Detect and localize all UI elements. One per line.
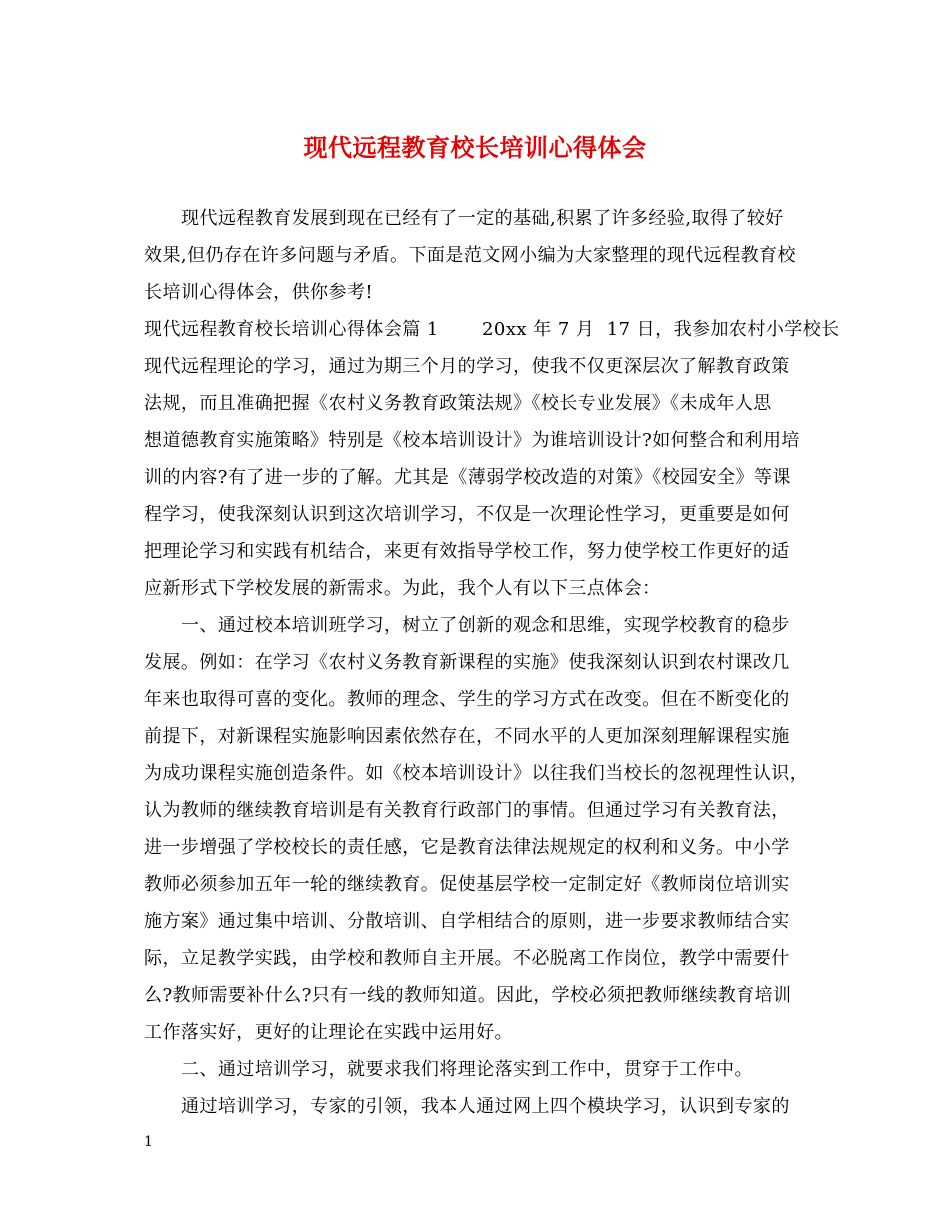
paragraph-line: 现代远程教育校长培训心得体会篇 1 20xx 年 7 月 17 日，我参加农村小学校长 bbox=[144, 319, 840, 340]
paragraph-line: 把理论学习和实践有机结合，来更有效指导学校工作，努力使学校工作更好的适 bbox=[144, 541, 790, 562]
paragraph-line: 认为教师的继续教育培训是有关教育行政部门的事情。但通过学习有关教育法， bbox=[144, 800, 790, 821]
paragraph-line: 现代远程理论的学习，通过为期三个月的学习，使我不仅更深层次了解教育政策 bbox=[144, 356, 790, 377]
paragraph-line: 发展。例如：在学习《农村义务教育新课程的实施》使我深刻认识到农村课改几 bbox=[144, 652, 790, 673]
paragraph-line: 训的内容?有了进一步的了解。尤其是《薄弱学校改造的对策》《校园安全》等课 bbox=[144, 467, 791, 488]
paragraph-line: 应新形式下学校发展的新需求。为此，我个人有以下三点体会： bbox=[144, 578, 661, 599]
paragraph-line: 想道德教育实施策略》特别是《校本培训设计》为谁培训设计?如何整合和利用培 bbox=[144, 430, 800, 451]
paragraph-line: 为成功课程实施创造条件。如《校本培训设计》以往我们当校长的忽视理性认识， bbox=[144, 763, 809, 784]
paragraph-line: 程学习，使我深刻认识到这次培训学习，不仅是一次理论性学习，更重要是如何 bbox=[144, 504, 790, 525]
paragraph-line: 际，立足教学实践，由学校和教师自主开展。不必脱离工作岗位，教学中需要什 bbox=[144, 948, 790, 969]
paragraph-line: 二、通过培训学习，就要求我们将理论落实到工作中，贯穿于工作中。 bbox=[181, 1059, 753, 1080]
paragraph-line: 通过培训学习，专家的引领，我本人通过网上四个模块学习，认识到专家的 bbox=[181, 1096, 790, 1117]
page-number: 1 bbox=[144, 1134, 153, 1150]
paragraph-line: 前提下，对新课程实施影响因素依然存在，不同水平的人更加深刻理解课程实施 bbox=[144, 726, 790, 747]
paragraph-line: 教师必须参加五年一轮的继续教育。促使基层学校一定制定好《教师岗位培训实 bbox=[144, 874, 790, 895]
paragraph-line: 么?教师需要补什么?只有一线的教师知道。因此，学校必须把教师继续教育培训 bbox=[144, 985, 792, 1006]
paragraph-line: 工作落实好，更好的让理论在实践中运用好。 bbox=[144, 1022, 513, 1043]
paragraph-line: 效果,但仍存在许多问题与矛盾。下面是范文网小编为大家整理的现代远程教育校 bbox=[144, 245, 796, 266]
paragraph-line: 年来也取得可喜的变化。教师的理念、学生的学习方式在改变。但在不断变化的 bbox=[144, 689, 790, 710]
paragraph-line: 法规，而且准确把握《农村义务教育政策法规》《校长专业发展》《未成年人思 bbox=[144, 393, 772, 414]
paragraph-line: 施方案》通过集中培训、分散培训、自学相结合的原则，进一步要求教师结合实 bbox=[144, 911, 790, 932]
paragraph-line: 进一步增强了学校校长的责任感，它是教育法律法规规定的权利和义务。中小学 bbox=[144, 837, 790, 858]
paragraph-line: 现代远程教育发展到现在已经有了一定的基础,积累了许多经验,取得了较好 bbox=[181, 208, 784, 229]
paragraph-line: 长培训心得体会，供你参考! bbox=[144, 282, 374, 303]
document-title: 现代远程教育校长培训心得体会 bbox=[303, 133, 647, 162]
paragraph-line: 一、通过校本培训班学习，树立了创新的观念和思维，实现学校教育的稳步 bbox=[181, 615, 790, 636]
